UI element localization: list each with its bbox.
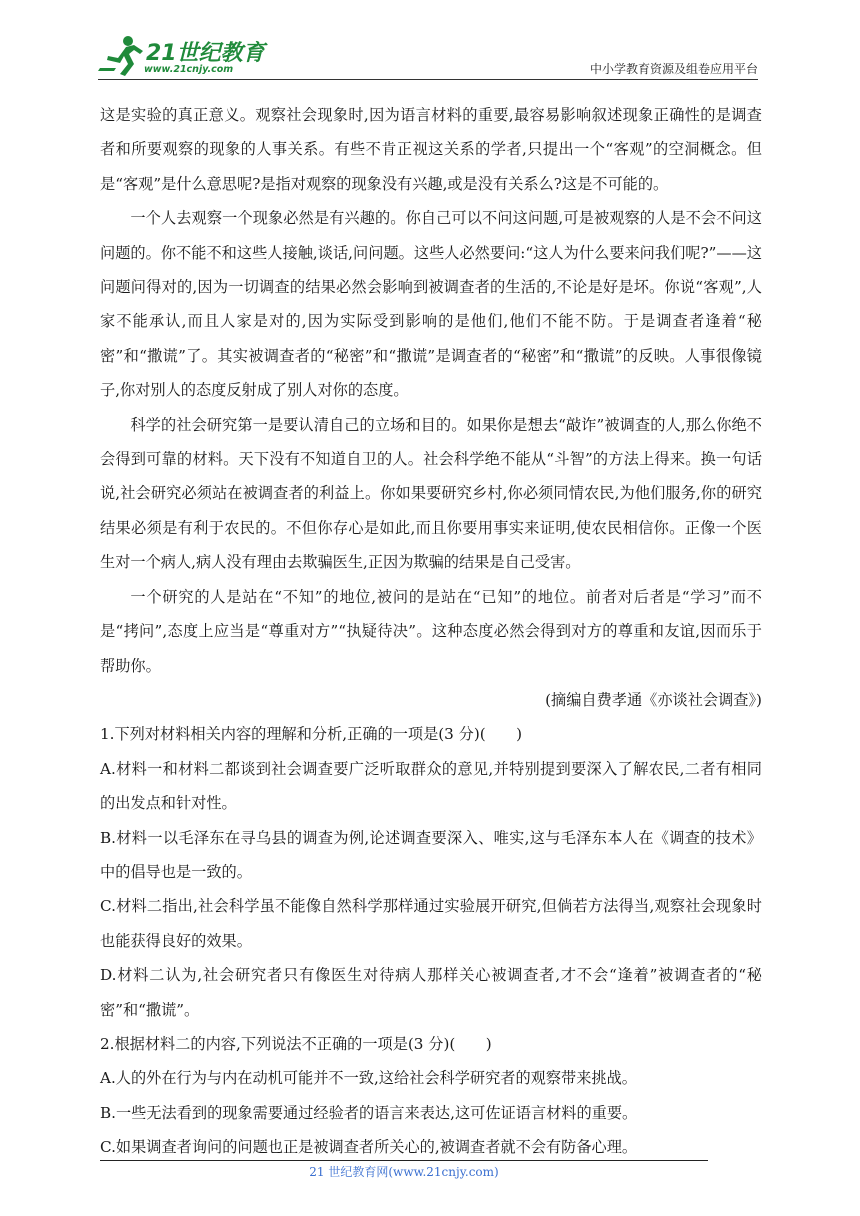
footer-link[interactable]: 21 世纪教育网(www.21cnjy.com): [309, 1165, 499, 1179]
paragraph: 科学的社会研究第一是要认清自己的立场和目的。如果你是想去“敲诈”被调查的人,那么你绝不会得到可靠的材料。天下没有不知道自卫的人。社会科学绝不能从“斗智”的方法上得来。换一句话说,社会研究必须站在被调查者的利益上。你如果要研究乡村,你必须同情农民,为他们服务,你的研究结果必须是有利于农民的。不但你存心是如此,而且你要用事实来证明,使农民相信你。正像一个医生对一个病人,病人没有理由去欺骗医生,正因为欺骗的结果是自己受害。: [100, 415, 762, 572]
answer-option: A.材料一和材料二都谈到社会调查要广泛听取群众的意见,并特别提到要深入了解农民,二者有相同的出发点和针对性。: [100, 759, 762, 813]
paragraph: 这是实验的真正意义。观察社会现象时,因为语言材料的重要,最容易影响叙述现象正确性的是调查者和所要观察的现象的人事关系。有些不肯正视这关系的学者,只提出一个“客观”的空洞概念。但是“客观”是什么意思呢?是指对观察的现象没有兴趣,或是没有关系么?这是不可能的。: [100, 106, 762, 193]
header-divider: [98, 79, 758, 80]
question-stem: 2.根据材料二的内容,下列说法不正确的一项是(3 分)( ): [100, 1034, 492, 1053]
answer-option: A.人的外在行为与内在动机可能并不一致,这给社会科学研究者的观察带来挑战。: [100, 1069, 637, 1088]
document-body: [100, 98, 762, 1165]
answer-option: B.一些无法看到的现象需要通过经验者的语言来表达,这可佐证语言材料的重要。: [100, 1103, 638, 1122]
answer-option: C.如果调查者询问的问题也正是被调查者所关心的,被调查者就不会有防备心理。: [100, 1138, 638, 1157]
paragraph: 一个研究的人是站在“不知”的地位,被问的是站在“已知”的地位。前者对后者是“学习”而不是“拷问”,态度上应当是“尊重对方”“执疑待决”。这种态度必然会得到对方的尊重和友谊,因而乐于帮助你。: [100, 587, 762, 675]
logo-wordmark: 21世纪教育: [146, 41, 265, 66]
source-citation: (摘编自费孝通《亦谈社会调查》): [545, 690, 762, 709]
answer-option: D.材料二认为,社会研究者只有像医生对待病人那样关心被调查者,才不会“逢着”被调查者的“秘密”和“撒谎”。: [100, 966, 762, 1019]
paragraph: 一个人去观察一个现象必然是有兴趣的。你自己可以不问这问题,可是被观察的人是不会不问这问题的。你不能不和这些人接触,谈话,问问题。这些人必然要问:“这人为什么要来问我们呢?”——这问题问得对的,因为一切调查的结果必然会影响到被调查者的生活的,不论是好是坏。你说“客观”,人家不能承认,而且人家是对的,因为实际受到影响的是他们,他们不能不防。于是调查者逢着“秘密”和“撒谎”了。其实被调查者的“秘密”和“撒谎”是调查者的“秘密”和“撒谎”的反映。人事很像镜子,你对别人的态度反射成了别人对你的态度。: [100, 209, 762, 400]
logo-url: www.21cnjy.com: [144, 64, 234, 75]
answer-option: C.材料二指出,社会科学虽不能像自然科学那样通过实验展开研究,但倘若方法得当,观察社会现象时也能获得良好的效果。: [100, 897, 762, 950]
answer-option: B.材料一以毛泽东在寻乌县的调查为例,论述调查要深入、唯实,这与毛泽东本人在《调查的技术》中的倡导也是一致的。: [100, 828, 762, 881]
runner-icon: [98, 34, 146, 78]
footer-divider: [100, 1160, 708, 1161]
site-logo[interactable]: [98, 34, 268, 78]
question-stem: 1.下列对材料相关内容的理解和分析,正确的一项是(3 分)( ): [100, 725, 523, 744]
platform-title: 中小学教育资源及组卷应用平台: [589, 62, 758, 76]
page-header: [98, 30, 758, 80]
